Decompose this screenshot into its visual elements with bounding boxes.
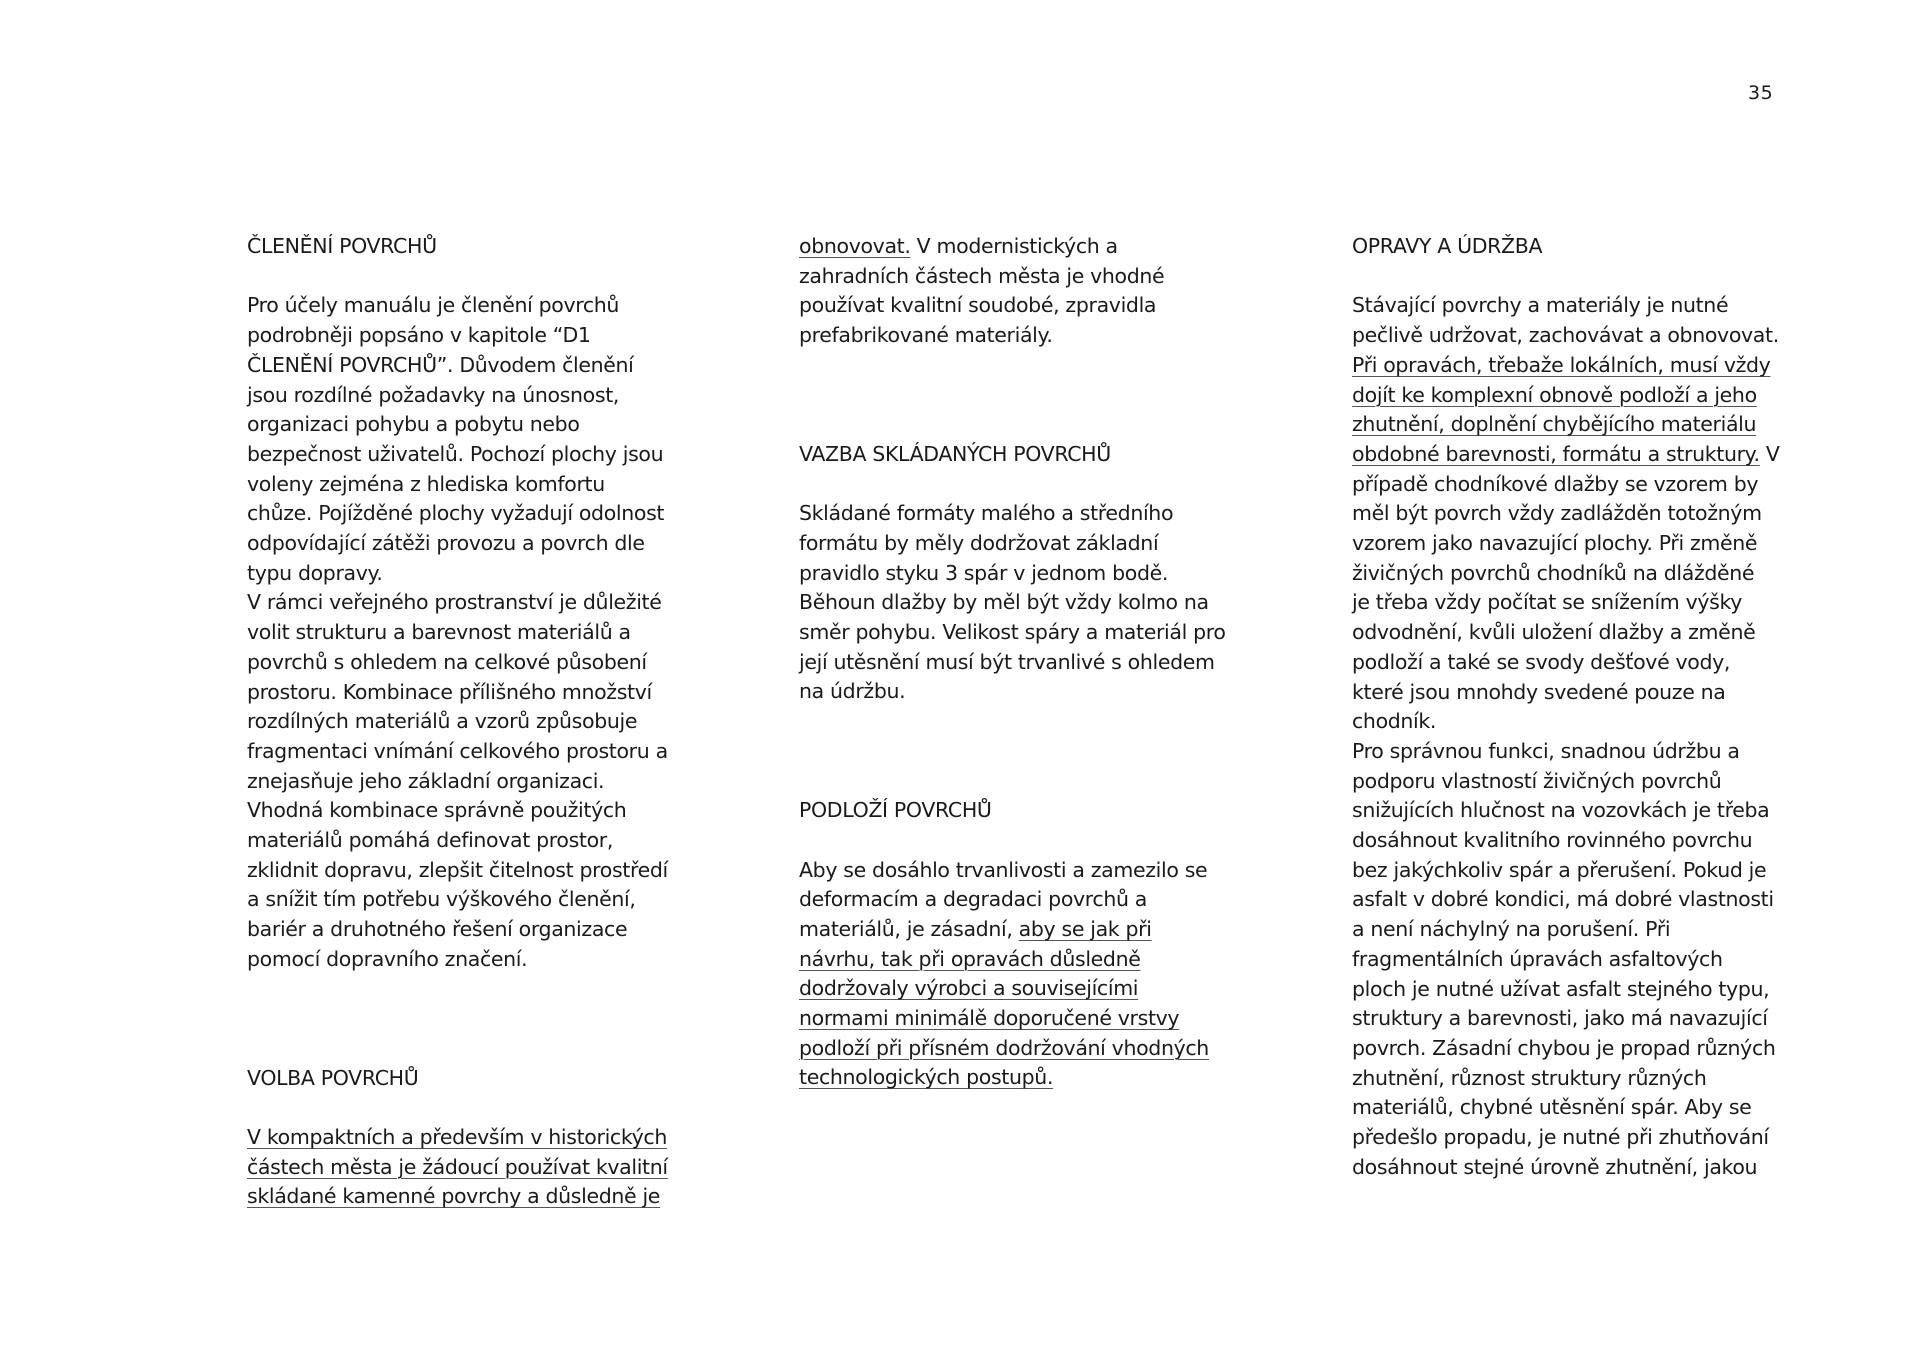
text-run: dosáhnout stejné úrovně zhutnění, jakou bbox=[1352, 1154, 1758, 1179]
text-line bbox=[1352, 915, 1792, 945]
emphasized-text: technologických postupů. bbox=[799, 1065, 1054, 1090]
text-run: povrchů s ohledem na celkové působení bbox=[247, 649, 647, 674]
text-line bbox=[1352, 767, 1792, 797]
text-line bbox=[799, 915, 1229, 945]
emphasized-text: zhutnění, doplnění chybějícího materiálu bbox=[1352, 412, 1757, 437]
text-line bbox=[247, 1153, 677, 1183]
text-run: odvodnění, kvůli uložení dlažby a změně bbox=[1352, 620, 1756, 645]
text-line bbox=[247, 618, 677, 648]
text-line bbox=[1352, 351, 1792, 381]
text-run: materiálů, chybné utěsnění spár. Aby se bbox=[1352, 1095, 1752, 1120]
emphasized-text: dojít ke komplexní obnově podloží a jeho bbox=[1352, 382, 1757, 407]
text-run: a snížit tím potřebu výškového členění, bbox=[247, 887, 636, 912]
text-line bbox=[247, 885, 677, 915]
text-run: prostoru. Kombinace přílišného množství bbox=[247, 679, 652, 704]
text-run: materiálů, je zásadní, bbox=[799, 916, 1019, 941]
text-line bbox=[1352, 1034, 1792, 1064]
text-run: chodník. bbox=[1352, 709, 1437, 734]
text-line bbox=[1352, 1093, 1792, 1123]
text-run: snižujících hlučnost na vozovkách je třeba bbox=[1352, 798, 1770, 823]
text-run: zklidnit dopravu, zlepšit čitelnost prostředí bbox=[247, 857, 668, 882]
text-line bbox=[1352, 529, 1792, 559]
text-run: živičných povrchů chodníků na dlážděné bbox=[1352, 560, 1755, 585]
text-line bbox=[247, 707, 677, 737]
text-run: pomocí dopravního značení. bbox=[247, 946, 528, 971]
text-line bbox=[1352, 707, 1792, 737]
text-line bbox=[1352, 410, 1792, 440]
text-run: Běhoun dlažby by měl být vždy kolmo na bbox=[799, 590, 1209, 615]
emphasized-text: V kompaktních a především v historických bbox=[247, 1124, 667, 1149]
text-run: které jsou mnohdy svedené pouze na bbox=[1352, 679, 1726, 704]
text-line bbox=[1352, 321, 1792, 351]
spacer bbox=[247, 975, 677, 1064]
text-line bbox=[799, 1063, 1229, 1093]
text-run: je třeba vždy počítat se snížením výšky bbox=[1352, 590, 1743, 615]
text-line bbox=[247, 499, 677, 529]
text-run: vzorem jako navazující plochy. Při změně bbox=[1352, 531, 1758, 556]
text-run: případě chodníkové dlažby se vzorem by bbox=[1352, 471, 1759, 496]
text-run: zahradních částech města je vhodné bbox=[799, 263, 1165, 288]
text-run: podrobněji popsáno v kapitole “D1 bbox=[247, 323, 591, 348]
section-heading: OPRAVY A ÚDRŽBA bbox=[1352, 234, 1543, 258]
text-line bbox=[799, 1004, 1229, 1034]
text-line bbox=[247, 1123, 677, 1153]
section-heading: ČLENĚNÍ POVRCHŮ bbox=[247, 234, 437, 258]
spacer bbox=[799, 826, 1229, 856]
text-line bbox=[1352, 856, 1792, 886]
text-line bbox=[799, 559, 1229, 589]
text-run: dosáhnout kvalitního rovinného povrchu bbox=[1352, 828, 1753, 853]
text-run: předešlo propadu, je nutné při zhutňování bbox=[1352, 1125, 1769, 1150]
text-run: Skládané formáty malého a středního bbox=[799, 501, 1174, 526]
column-3 bbox=[1352, 232, 1792, 1182]
text-run: rozdílných materiálů a vzorů způsobuje bbox=[247, 709, 638, 734]
emphasized-text: obdobné barevnosti, formátu a struktury. bbox=[1352, 441, 1760, 466]
emphasized-text: Při opravách, třebaže lokálních, musí vždy bbox=[1352, 352, 1771, 377]
text-line bbox=[247, 826, 677, 856]
text-run: fragmentálních úpravách asfaltových bbox=[1352, 946, 1723, 971]
text-run: typu dopravy. bbox=[247, 560, 383, 585]
emphasized-text: částech města je žádoucí používat kvalitní bbox=[247, 1154, 668, 1179]
text-run: Vhodná kombinace správně použitých bbox=[247, 798, 627, 823]
text-line bbox=[799, 1034, 1229, 1064]
emphasized-text: dodržovaly výrobci a souvisejícími bbox=[799, 976, 1139, 1001]
section-heading: VOLBA POVRCHŮ bbox=[247, 1065, 419, 1090]
text-line bbox=[1352, 826, 1792, 856]
text-line bbox=[1352, 975, 1792, 1005]
text-line bbox=[1352, 440, 1792, 470]
text-line bbox=[799, 499, 1229, 529]
text-run: pravidlo styku 3 spár v jednom bodě. bbox=[799, 560, 1169, 585]
text-run: používat kvalitní soudobé, zpravidla bbox=[799, 293, 1157, 318]
text-run: na údržbu. bbox=[799, 679, 906, 704]
emphasized-text: normami minimálě doporučené vrstvy bbox=[799, 1006, 1180, 1031]
text-line bbox=[247, 529, 677, 559]
paragraph bbox=[1352, 291, 1792, 1182]
text-line bbox=[247, 648, 677, 678]
text-line bbox=[1352, 1004, 1792, 1034]
text-run: Pro správnou funkci, snadnou údržbu a bbox=[1352, 738, 1740, 763]
column-2 bbox=[799, 232, 1229, 1093]
text-line bbox=[247, 796, 677, 826]
text-run: pečlivě udržovat, zachovávat a obnovovat. bbox=[1352, 323, 1779, 348]
text-line bbox=[247, 321, 677, 351]
emphasized-text: návrhu, tak při opravách důsledně bbox=[799, 946, 1141, 971]
text-run: voleny zejména z hlediska komfortu bbox=[247, 471, 605, 496]
text-line bbox=[799, 291, 1229, 321]
text-run: znejasňuje jeho základní organizaci. bbox=[247, 768, 605, 793]
text-line bbox=[799, 885, 1229, 915]
text-run: ploch je nutné užívat asfalt stejného typu, bbox=[1352, 976, 1770, 1001]
column-1 bbox=[247, 232, 677, 1212]
spacer bbox=[1352, 262, 1792, 292]
text-run: bariér a druhotného řešení organizace bbox=[247, 917, 628, 942]
text-run: asfalt v dobré kondici, má dobré vlastnosti bbox=[1352, 887, 1774, 912]
text-line bbox=[247, 945, 677, 975]
text-line bbox=[247, 678, 677, 708]
text-run: Pro účely manuálu je členění povrchů bbox=[247, 293, 620, 318]
text-run: ČLENĚNÍ POVRCHŮ”. Důvodem členění bbox=[247, 352, 634, 377]
text-run: podporu vlastností živičných povrchů bbox=[1352, 768, 1722, 793]
text-run: materiálů pomáhá definovat prostor, bbox=[247, 828, 614, 853]
text-line bbox=[799, 588, 1229, 618]
spacer bbox=[247, 262, 677, 292]
text-run: bez jakýchkoliv spár a přerušení. Pokud je bbox=[1352, 857, 1767, 882]
text-line bbox=[247, 351, 677, 381]
text-run: Stávající povrchy a materiály je nutné bbox=[1352, 293, 1729, 318]
text-run: Aby se dosáhlo trvanlivosti a zamezilo se bbox=[799, 857, 1208, 882]
text-line bbox=[1352, 945, 1792, 975]
text-line bbox=[799, 232, 1229, 262]
text-line bbox=[799, 321, 1229, 351]
text-line bbox=[1352, 1153, 1792, 1183]
text-line bbox=[247, 1182, 677, 1212]
text-line bbox=[799, 974, 1229, 1004]
text-line bbox=[1352, 499, 1792, 529]
text-line bbox=[1352, 737, 1792, 767]
text-run: struktury a barevnosti, jako má navazující bbox=[1352, 1006, 1768, 1031]
emphasized-text: podloží při přísném dodržování vhodných bbox=[799, 1035, 1209, 1060]
spacer bbox=[799, 351, 1229, 440]
text-run: povrch. Zásadní chybou je propad různých bbox=[1352, 1035, 1776, 1060]
text-line bbox=[247, 737, 677, 767]
text-line bbox=[799, 262, 1229, 292]
text-line bbox=[247, 767, 677, 797]
text-run: zhutnění, různost struktury různých bbox=[1352, 1065, 1707, 1090]
text-line bbox=[1352, 885, 1792, 915]
text-line bbox=[1352, 559, 1792, 589]
text-line bbox=[1352, 1064, 1792, 1094]
text-line bbox=[1352, 381, 1792, 411]
emphasized-text: aby se jak při bbox=[1018, 916, 1152, 941]
text-run: V modernistických a bbox=[910, 234, 1118, 258]
text-run: jsou rozdílné požadavky na únosnost, bbox=[247, 382, 620, 407]
text-run: V rámci veřejného prostranství je důležité bbox=[247, 590, 662, 615]
text-line bbox=[799, 945, 1229, 975]
text-run: její utěsnění musí být trvanlivé s ohledem bbox=[799, 649, 1215, 674]
text-run: odpovídající zátěži provozu a povrch dle bbox=[247, 531, 645, 556]
text-run: V bbox=[1759, 441, 1780, 466]
text-run: volit strukturu a barevnost materiálů a bbox=[247, 620, 631, 645]
section-heading: PODLOŽÍ POVRCHŮ bbox=[799, 798, 992, 823]
text-line bbox=[247, 381, 677, 411]
text-run: organizaci pohybu a pobytu nebo bbox=[247, 412, 580, 437]
paragraph bbox=[799, 856, 1229, 1094]
paragraph bbox=[247, 291, 677, 974]
text-line bbox=[799, 648, 1229, 678]
text-run: deformacím a degradaci povrchů a bbox=[799, 887, 1148, 912]
text-line bbox=[1352, 648, 1792, 678]
text-run: a není náchylný na porušení. Při bbox=[1352, 917, 1671, 942]
spacer bbox=[799, 470, 1229, 500]
text-line bbox=[247, 410, 677, 440]
text-run: formátu by měly dodržovat základní bbox=[799, 530, 1159, 555]
text-line bbox=[1352, 588, 1792, 618]
text-line bbox=[1352, 470, 1792, 500]
text-line bbox=[1352, 291, 1792, 321]
emphasized-text: skládané kamenné povrchy a důsledně je bbox=[247, 1184, 661, 1209]
page-number: 35 bbox=[1748, 82, 1774, 104]
emphasized-text: obnovovat. bbox=[799, 234, 911, 258]
spacer bbox=[799, 707, 1229, 796]
paragraph bbox=[799, 499, 1229, 707]
text-line bbox=[799, 856, 1229, 886]
text-line bbox=[799, 618, 1229, 648]
text-line bbox=[247, 588, 677, 618]
text-line bbox=[1352, 678, 1792, 708]
section-heading: VAZBA SKLÁDANÝCH POVRCHŮ bbox=[799, 441, 1111, 466]
text-line bbox=[247, 559, 677, 589]
paragraph bbox=[799, 232, 1229, 351]
text-line bbox=[247, 915, 677, 945]
text-line bbox=[247, 470, 677, 500]
text-line bbox=[247, 291, 677, 321]
paragraph bbox=[247, 1123, 677, 1212]
text-run: prefabrikované materiály. bbox=[799, 323, 1053, 348]
text-run: chůze. Pojížděné plochy vyžadují odolnost bbox=[247, 501, 665, 526]
text-line bbox=[247, 440, 677, 470]
text-line bbox=[1352, 796, 1792, 826]
text-line bbox=[247, 856, 677, 886]
text-run: směr pohybu. Velikost spáry a materiál pro bbox=[799, 620, 1226, 645]
text-run: fragmentaci vnímání celkového prostoru a bbox=[247, 738, 668, 763]
text-line bbox=[799, 677, 1229, 707]
text-run: bezpečnost uživatelů. Pochozí plochy jsou bbox=[247, 441, 664, 466]
text-run: podloží a také se svody dešťové vody, bbox=[1352, 649, 1731, 674]
text-line bbox=[799, 529, 1229, 559]
text-run: měl být povrch vždy zadlážděn totožným bbox=[1352, 501, 1762, 526]
spacer bbox=[247, 1093, 677, 1123]
text-line bbox=[1352, 1123, 1792, 1153]
text-line bbox=[1352, 618, 1792, 648]
